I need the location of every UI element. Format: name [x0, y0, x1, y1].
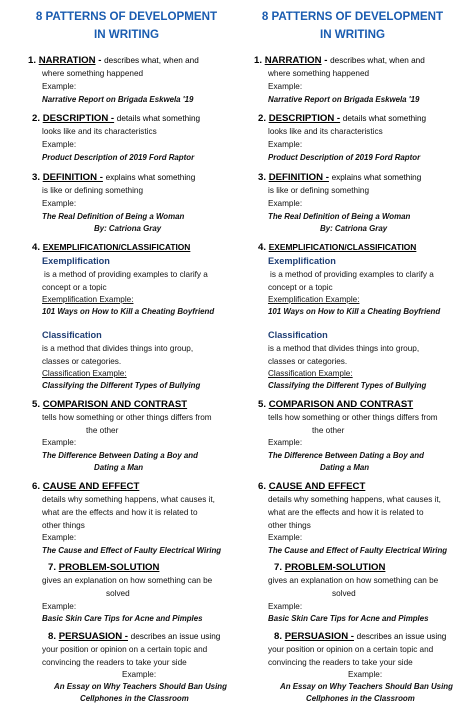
pattern-6-name: CAUSE AND EFFECT — [268, 481, 366, 492]
exemplification-desc-1: is a method of providing examples to clarify a — [270, 270, 434, 279]
pattern-3-example-1: The Real Definition of Being a Woman — [42, 212, 185, 221]
exemplification-desc-1: is a method of providing examples to clarify a — [44, 270, 208, 279]
pattern-7-desc-2: solved — [332, 589, 356, 598]
pattern-5-name: COMPARISON AND CONTRAST — [268, 399, 414, 410]
pattern-8-name: PERSUASION - — [58, 631, 128, 642]
pattern-7-example: Basic Skin Care Tips for Acne and Pimples — [268, 614, 429, 623]
pattern-5-desc-1: tells how something or other things differs from — [42, 413, 212, 422]
title-line-2: IN WRITING — [93, 28, 160, 41]
pattern-7-heading — [48, 563, 159, 573]
pattern-2-number: 2. — [32, 113, 41, 124]
pattern-8-number: 8. — [48, 631, 57, 642]
pattern-8-number: 8. — [274, 631, 283, 642]
pattern-5-heading — [258, 400, 413, 410]
pattern-1-desc-2: where something happened — [42, 69, 144, 78]
pattern-8-desc-1: describes an issue using — [356, 632, 447, 641]
pattern-4-heading — [258, 242, 416, 253]
pattern-3-desc-1: explains what something — [105, 173, 196, 182]
pattern-7-example-label: Example: — [268, 602, 303, 611]
pattern-8-example-2: Cellphones in the Classroom — [80, 694, 189, 703]
pattern-1-heading — [254, 56, 425, 66]
pattern-3-desc-2: is like or defining something — [42, 186, 144, 195]
pattern-7-example: Basic Skin Care Tips for Acne and Pimples — [42, 614, 203, 623]
pattern-5-example-label: Example: — [268, 438, 303, 447]
pattern-2-desc-2: looks like and its characteristics — [268, 127, 383, 136]
pattern-1-dash: - — [98, 55, 102, 66]
pattern-1-number: 1. — [28, 55, 37, 66]
pattern-3-desc-2: is like or defining something — [268, 186, 370, 195]
pattern-2-example: Product Description of 2019 Ford Raptor — [268, 153, 421, 162]
pattern-8-example-label: Example: — [122, 670, 157, 679]
pattern-2-heading — [32, 114, 200, 124]
pattern-5-desc-1: tells how something or other things differs from — [268, 413, 438, 422]
title-line-1: 8 PATTERNS OF DEVELOPMENT — [35, 10, 218, 23]
pattern-8-example-label: Example: — [348, 670, 383, 679]
pattern-6-number: 6. — [258, 481, 267, 492]
pattern-3-heading — [32, 173, 195, 183]
pattern-5-desc-2: the other — [86, 426, 119, 435]
pattern-5-heading — [32, 400, 187, 410]
exemplification-example: 101 Ways on How to Kill a Cheating Boyfriend — [42, 307, 215, 316]
pattern-7-desc-2: solved — [106, 589, 130, 598]
pattern-2-desc-2: looks like and its characteristics — [42, 127, 157, 136]
pattern-7-name: PROBLEM-SOLUTION — [58, 562, 160, 573]
pattern-5-example-2: Dating a Man — [94, 463, 144, 472]
pattern-5-example-1: The Difference Between Dating a Boy and — [42, 451, 198, 460]
pattern-8-desc-3: convincing the readers to take your side — [42, 658, 187, 667]
pattern-4-name: EXEMPLIFICATION/CLASSIFICATION — [42, 242, 191, 252]
pattern-8-example-2: Cellphones in the Classroom — [306, 694, 415, 703]
classification-desc-2: classes or categories. — [42, 357, 122, 366]
title-line-2: IN WRITING — [319, 28, 386, 41]
pattern-5-name: COMPARISON AND CONTRAST — [42, 399, 188, 410]
pattern-2-name: DESCRIPTION - — [42, 113, 115, 124]
classification-example: Classifying the Different Types of Bullying — [42, 381, 201, 390]
pattern-8-desc-2: your position or opinion on a certain topic and — [42, 645, 208, 654]
pattern-7-desc-1: gives an explanation on how something can be — [42, 576, 213, 585]
handout-column-right — [240, 0, 465, 724]
exemplification-desc-2: concept or a topic — [42, 283, 107, 292]
pattern-2-desc-1: details what something — [342, 114, 427, 123]
classification-desc-2: classes or categories. — [268, 357, 348, 366]
classification-desc-1: is a method that divides things into group, — [268, 344, 420, 353]
pattern-7-name: PROBLEM-SOLUTION — [284, 562, 386, 573]
pattern-4-number: 4. — [258, 242, 267, 253]
pattern-8-heading — [48, 632, 220, 642]
pattern-3-number: 3. — [32, 172, 41, 183]
pattern-7-number: 7. — [48, 562, 57, 573]
pattern-6-desc-2: what are the effects and how it is related to — [268, 508, 424, 517]
classification-desc-1: is a method that divides things into group, — [42, 344, 194, 353]
exemplification-subheading: Exemplification — [42, 256, 110, 266]
pattern-5-number: 5. — [32, 399, 41, 410]
pattern-8-example-1: An Essay on Why Teachers Should Ban Using — [280, 682, 453, 691]
pattern-6-desc-2: what are the effects and how it is related to — [42, 508, 198, 517]
pattern-8-desc-1: describes an issue using — [130, 632, 221, 641]
classification-example-label: Classification Example: — [268, 369, 353, 378]
pattern-7-example-label: Example: — [42, 602, 77, 611]
pattern-1-desc-1: describes what, when and — [330, 56, 425, 65]
pattern-7-desc-1: gives an explanation on how something can be — [268, 576, 439, 585]
classification-example: Classifying the Different Types of Bullying — [268, 381, 427, 390]
pattern-2-heading — [258, 114, 426, 124]
pattern-3-desc-1: explains what something — [331, 173, 422, 182]
pattern-7-number: 7. — [274, 562, 283, 573]
pattern-8-heading — [274, 632, 446, 642]
pattern-2-number: 2. — [258, 113, 267, 124]
pattern-3-name: DEFINITION - — [268, 172, 329, 183]
pattern-5-example-label: Example: — [42, 438, 77, 447]
pattern-5-example-2: Dating a Man — [320, 463, 370, 472]
pattern-1-heading — [28, 56, 199, 66]
exemplification-desc-2: concept or a topic — [268, 283, 333, 292]
pattern-8-desc-2: your position or opinion on a certain topic and — [268, 645, 434, 654]
pattern-3-example-2: By: Catriona Gray — [320, 224, 388, 233]
pattern-1-desc-1: describes what, when and — [104, 56, 199, 65]
pattern-5-desc-2: the other — [312, 426, 345, 435]
pattern-3-name: DEFINITION - — [42, 172, 103, 183]
pattern-4-name: EXEMPLIFICATION/CLASSIFICATION — [268, 242, 417, 252]
pattern-2-example-label: Example: — [268, 140, 303, 149]
pattern-3-example-2: By: Catriona Gray — [94, 224, 162, 233]
pattern-8-example-1: An Essay on Why Teachers Should Ban Using — [54, 682, 227, 691]
pattern-6-desc-1: details why something happens, what causes it, — [268, 495, 441, 504]
pattern-1-dash: - — [324, 55, 328, 66]
pattern-6-example: The Cause and Effect of Faulty Electrical Wiring — [42, 546, 222, 555]
pattern-3-example-label: Example: — [42, 199, 77, 208]
pattern-1-example: Narrative Report on Brigada Eskwela '19 — [42, 95, 194, 104]
pattern-8-name: PERSUASION - — [284, 631, 354, 642]
pattern-6-example-label: Example: — [268, 533, 303, 542]
pattern-4-number: 4. — [32, 242, 41, 253]
pattern-2-desc-1: details what something — [116, 114, 201, 123]
pattern-1-example-label: Example: — [268, 82, 303, 91]
title-line-1: 8 PATTERNS OF DEVELOPMENT — [261, 10, 444, 23]
classification-subheading: Classification — [268, 330, 328, 340]
pattern-6-desc-3: other things — [268, 521, 311, 530]
pattern-2-example-label: Example: — [42, 140, 77, 149]
pattern-4-heading — [32, 242, 190, 253]
exemplification-example: 101 Ways on How to Kill a Cheating Boyfriend — [268, 307, 441, 316]
pattern-1-name: NARRATION — [38, 55, 96, 66]
pattern-3-number: 3. — [258, 172, 267, 183]
pattern-1-desc-2: where something happened — [268, 69, 370, 78]
pattern-6-number: 6. — [32, 481, 41, 492]
pattern-6-heading — [258, 482, 365, 492]
pattern-1-example: Narrative Report on Brigada Eskwela '19 — [268, 95, 420, 104]
pattern-1-example-label: Example: — [42, 82, 77, 91]
pattern-6-desc-1: details why something happens, what causes it, — [42, 495, 215, 504]
pattern-6-example: The Cause and Effect of Faulty Electrical Wiring — [268, 546, 448, 555]
pattern-6-heading — [32, 482, 139, 492]
pattern-5-example-1: The Difference Between Dating a Boy and — [268, 451, 424, 460]
pattern-5-number: 5. — [258, 399, 267, 410]
pattern-6-desc-3: other things — [42, 521, 85, 530]
pattern-1-name: NARRATION — [264, 55, 322, 66]
pattern-6-example-label: Example: — [42, 533, 77, 542]
pattern-3-heading — [258, 173, 421, 183]
pattern-2-name: DESCRIPTION - — [268, 113, 341, 124]
exemplification-example-label: Exemplification Example: — [268, 295, 360, 304]
handout-column-left — [14, 0, 239, 724]
classification-subheading: Classification — [42, 330, 102, 340]
pattern-1-number: 1. — [254, 55, 263, 66]
pattern-8-desc-3: convincing the readers to take your side — [268, 658, 413, 667]
pattern-6-name: CAUSE AND EFFECT — [42, 481, 140, 492]
pattern-7-heading — [274, 563, 385, 573]
pattern-3-example-1: The Real Definition of Being a Woman — [268, 212, 411, 221]
pattern-3-example-label: Example: — [268, 199, 303, 208]
exemplification-example-label: Exemplification Example: — [42, 295, 134, 304]
classification-example-label: Classification Example: — [42, 369, 127, 378]
pattern-2-example: Product Description of 2019 Ford Raptor — [42, 153, 195, 162]
exemplification-subheading: Exemplification — [268, 256, 336, 266]
